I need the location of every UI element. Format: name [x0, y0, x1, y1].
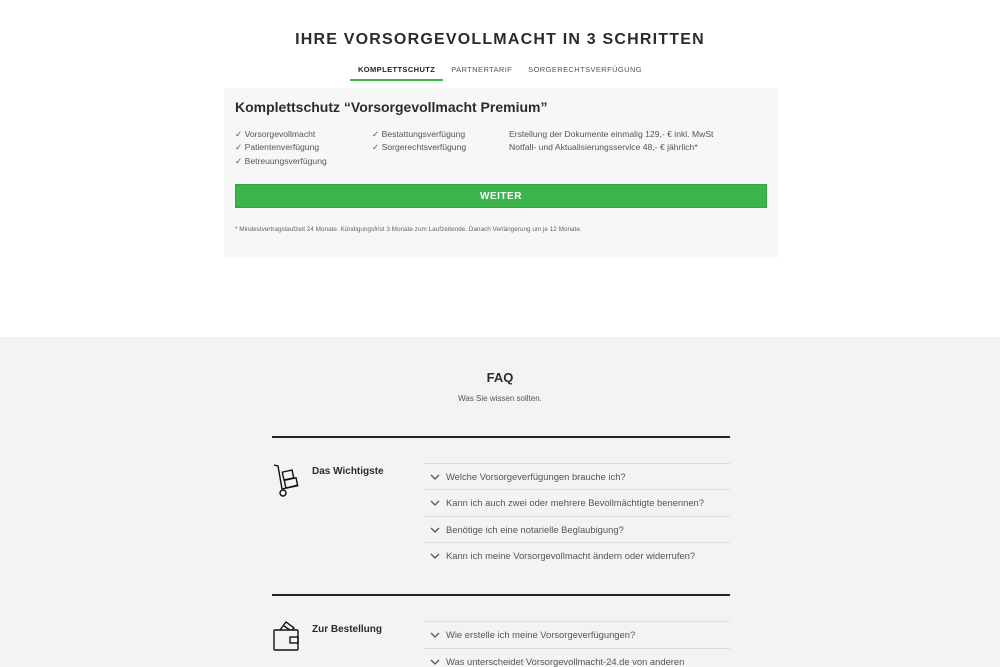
faq-question-text: Kann ich auch zwei oder mehrere Bevollmächtigte benennen? — [446, 497, 704, 508]
chevron-down-icon — [430, 499, 440, 507]
plan-card — [224, 88, 778, 258]
faq-section — [0, 337, 1000, 667]
faq-question[interactable] — [424, 463, 730, 489]
group-divider — [272, 436, 730, 438]
faq-subtitle: Was Sie wissen sollten. — [458, 394, 542, 403]
wallet-icon — [272, 620, 302, 656]
faq-question-text: Welche Vorsorgeverfügungen brauche ich? — [446, 471, 626, 482]
price-line: Notfall- und Aktualisierungsservice 48,- € jährlich* — [509, 142, 698, 153]
tab-sorgerechtsverfuegung[interactable]: SORGERECHTSVERFÜGUNG — [528, 65, 643, 74]
chevron-down-icon — [430, 552, 440, 560]
chevron-down-icon — [430, 631, 440, 639]
chevron-down-icon — [430, 658, 440, 666]
plan-tabs — [0, 65, 1000, 81]
contract-footnote: * Mindestvertragslaufzeit 24 Monate. Kündigungsfrist 3 Monate zum Laufzeitende. Danach Verlängerung um je 12 Monate. — [235, 226, 582, 233]
chevron-down-icon — [430, 473, 440, 481]
hand-truck-icon — [272, 463, 302, 499]
faq-question[interactable] — [424, 516, 730, 542]
group-label-das-wichtigste: Das Wichtigste — [312, 466, 384, 477]
list-item: ✓ Patientenverfügung — [235, 142, 320, 153]
list-item: ✓ Sorgerechtsverfügung — [372, 142, 467, 153]
faq-question[interactable] — [424, 489, 730, 515]
group-label-zur-bestellung: Zur Bestellung — [312, 624, 383, 635]
faq-question[interactable] — [424, 648, 730, 667]
pricing-info — [509, 128, 713, 155]
group-divider — [272, 594, 730, 596]
list-item: ✓ Betreuungsverfügung — [235, 155, 327, 166]
page-title: IHRE VORSORGEVOLLMACHT IN 3 SCHRITTEN — [295, 31, 705, 48]
list-item: ✓ Bestattungsverfügung — [372, 129, 466, 139]
faq-question-text: Was unterscheidet Vorsorgevollmacht-24.de von anderen — [446, 656, 685, 667]
price-line: Erstellung der Dokumente einmalig 129,- € inkl. MwSt — [509, 129, 714, 139]
faq-question-text: Kann ich meine Vorsorgevollmacht ändern oder widerrufen? — [446, 550, 696, 561]
tab-partnertarif[interactable]: PARTNERTARIF — [451, 65, 513, 74]
included-documents-list-2 — [372, 128, 466, 155]
plan-title: Komplettschutz “Vorsorgevollmacht Premium” — [235, 99, 548, 115]
included-documents-list-1 — [235, 128, 327, 168]
faq-question-text: Wie erstelle ich meine Vorsorgeverfügungen? — [446, 629, 636, 640]
faq-question-text: Benötige ich eine notarielle Beglaubigung? — [446, 524, 624, 535]
list-item: ✓ Vorsorgevollmacht — [235, 129, 316, 139]
continue-button[interactable]: WEITER — [235, 184, 767, 208]
faq-question[interactable] — [424, 542, 730, 568]
tab-komplettschutz[interactable]: KOMPLETTSCHUTZ — [350, 65, 443, 81]
chevron-down-icon — [430, 526, 440, 534]
faq-title: FAQ — [486, 370, 514, 385]
faq-question[interactable] — [424, 621, 730, 647]
